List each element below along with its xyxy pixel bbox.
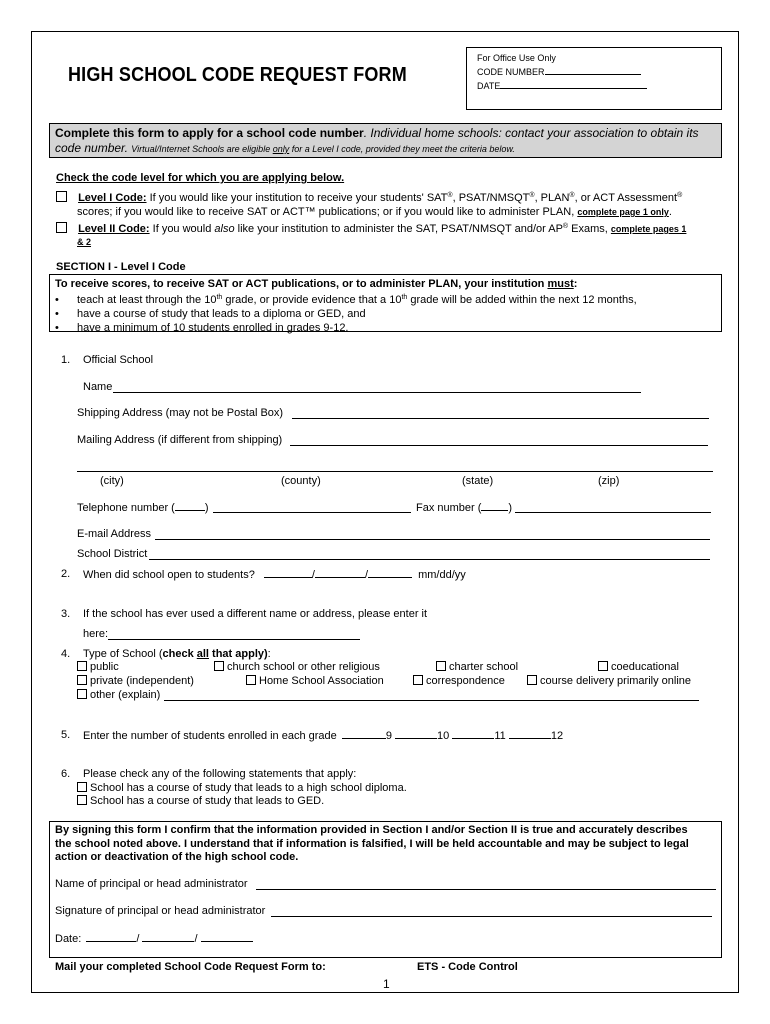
grade-10-field[interactable] [395, 729, 437, 739]
level-1-label: Level I Code: [78, 192, 147, 204]
banner-note: Virtual/Internet Schools are eligible only for a Level I code, provided they meet the criteria below. [131, 144, 515, 154]
level-2-label: Level II Code: [78, 223, 150, 235]
sign-date-label: Date: / / [55, 932, 253, 945]
page-title: HIGH SCHOOL CODE REQUEST FORM [68, 64, 407, 86]
code-number-field[interactable] [545, 65, 641, 75]
q6-number: 6. [61, 768, 71, 780]
code-number-label: CODE NUMBER [477, 67, 545, 77]
grade-11-field[interactable] [452, 729, 494, 739]
checkbox-ged[interactable] [77, 795, 87, 805]
mailing-address-field[interactable] [290, 445, 708, 446]
instructions-banner [49, 123, 722, 158]
checkbox-diploma[interactable] [77, 782, 87, 792]
check-level-heading: Check the code level for which you are applying below. [56, 172, 345, 184]
option-ged[interactable]: School has a course of study that leads to GED. [77, 795, 324, 807]
fax-label: Fax number ( ) [416, 502, 513, 514]
section-1-criteria-box [49, 274, 722, 332]
checkbox-public[interactable] [77, 661, 87, 671]
principal-name-field[interactable] [256, 889, 716, 890]
q3-number: 3. [61, 608, 71, 620]
signature-statement: By signing this form I confirm that the information provided in Section I and/or Section II is true and accurately describes the school noted above. I understand that if information is falsified, I will be held accountable and may be subject to legal action or deactivation of the high school code. [55, 824, 689, 863]
principal-signature-label: Signature of principal or head administrator [55, 905, 266, 917]
school-district-field[interactable] [149, 559, 710, 560]
office-use-box [466, 47, 722, 110]
office-date-field[interactable] [500, 79, 647, 89]
city-label: (city) [100, 475, 124, 487]
q1-number: 1. [61, 354, 71, 366]
school-district-label: School District [77, 548, 148, 560]
checkbox-correspondence[interactable] [413, 675, 423, 685]
shipping-address-field[interactable] [292, 418, 709, 419]
checkbox-private[interactable] [77, 675, 87, 685]
grade-12-field[interactable] [509, 729, 551, 739]
banner-italic-text: . Individual home schools: contact your association to obtain its code number. [55, 126, 699, 155]
checkbox-other[interactable] [77, 689, 87, 699]
option-church[interactable]: church school or other religious [214, 661, 380, 673]
school-name-field[interactable] [113, 392, 641, 393]
banner-bold-text: Complete this form to apply for a school code number [55, 126, 364, 140]
sign-month-field[interactable] [86, 932, 136, 942]
telephone-field[interactable] [213, 512, 411, 513]
q4-label: Type of School (check all that apply): [83, 648, 271, 660]
option-coed[interactable]: coeducational [598, 661, 679, 673]
q5-number: 5. [61, 729, 71, 741]
level-1-option: Level I Code: If you would like your institution to receive your students' SAT®, PSAT/NMSQT®, PLAN®, or ACT Assessment® [56, 189, 682, 205]
telephone-area-code-field[interactable] [175, 501, 205, 511]
telephone-label: Telephone number ( ) [77, 502, 209, 514]
other-explain-field[interactable] [164, 700, 699, 701]
option-diploma[interactable]: School has a course of study that leads to a high school diploma. [77, 782, 407, 794]
level-2-checkbox[interactable] [56, 222, 67, 233]
q2-number: 2. [61, 568, 71, 580]
option-private[interactable]: private (independent) [77, 675, 194, 687]
checkbox-church[interactable] [214, 661, 224, 671]
city-county-state-zip-field[interactable] [77, 471, 713, 472]
fax-field[interactable] [515, 512, 711, 513]
page-number: 1 [383, 977, 390, 991]
principal-name-label: Name of principal or head administrator [55, 878, 248, 890]
criteria-item: • have a course of study that leads to a diploma or GED, and [55, 308, 366, 320]
option-correspondence[interactable]: correspondence [413, 675, 505, 687]
criteria-item: • teach at least through the 10th grade, or provide evidence that a 10th grade will be added within the next 12 months, [55, 294, 637, 306]
fax-area-code-field[interactable] [481, 501, 508, 511]
level-1-checkbox[interactable] [56, 191, 67, 202]
email-label: E-mail Address [77, 528, 151, 540]
section-1-heading: SECTION I - Level I Code [56, 261, 186, 273]
open-day-field[interactable] [315, 568, 365, 578]
q4-number: 4. [61, 648, 71, 660]
principal-signature-field[interactable] [271, 916, 712, 917]
ets-code-control: ETS - Code Control [417, 961, 518, 973]
shipping-address-label: Shipping Address (may not be Postal Box) [77, 407, 284, 419]
county-label: (county) [281, 475, 321, 487]
level-2-option: Level II Code: If you would also like your institution to administer the SAT, PSAT/NMSQT and/or AP® Exams, complete pages 1 [56, 222, 686, 235]
q1-label: Official School [83, 354, 154, 366]
q2-label: When did school open to students? / / mm/dd/yy [83, 569, 466, 581]
zip-label: (zip) [598, 475, 620, 487]
option-other[interactable]: other (explain) [77, 689, 160, 701]
open-year-field[interactable] [368, 568, 412, 578]
date-label: DATE [477, 81, 501, 91]
option-public[interactable]: public [77, 661, 119, 673]
mailing-address-label: Mailing Address (if different from shipping) [77, 434, 283, 446]
q3-label: If the school has ever used a different name or address, please enter it [83, 608, 428, 620]
email-field[interactable] [155, 539, 710, 540]
q6-label: Please check any of the following statements that apply: [83, 768, 357, 780]
previous-name-field[interactable] [108, 639, 360, 640]
state-label: (state) [462, 475, 494, 487]
grade-9-field[interactable] [342, 729, 386, 739]
section-1-intro: To receive scores, to receive SAT or ACT publications, or to administer PLAN, your institution must: [55, 278, 578, 290]
option-charter[interactable]: charter school [436, 661, 518, 673]
checkbox-coed[interactable] [598, 661, 608, 671]
school-name-label: Name [83, 381, 113, 393]
q5-label: Enter the number of students enrolled in each grade 9 10 11 12 [83, 730, 564, 742]
mail-instructions: Mail your completed School Code Request Form to: [55, 961, 326, 973]
q3-here-label: here: [83, 628, 109, 640]
checkbox-charter[interactable] [436, 661, 446, 671]
checkbox-online[interactable] [527, 675, 537, 685]
office-use-heading: For Office Use Only [477, 53, 556, 63]
level-2-pages: & 2 [77, 237, 92, 247]
open-month-field[interactable] [264, 568, 312, 578]
checkbox-home-school[interactable] [246, 675, 256, 685]
sign-day-field[interactable] [142, 932, 194, 942]
option-online[interactable]: course delivery primarily online [527, 675, 691, 687]
level-1-line2: scores; if you would like to receive SAT or ACT™ publications; or if you would like to administer PLAN, complete page 1 only. [77, 206, 672, 218]
criteria-item: • have a minimum of 10 students enrolled in grades 9-12. [55, 322, 349, 334]
sign-year-field[interactable] [201, 932, 253, 942]
option-home-school[interactable]: Home School Association [246, 675, 384, 687]
